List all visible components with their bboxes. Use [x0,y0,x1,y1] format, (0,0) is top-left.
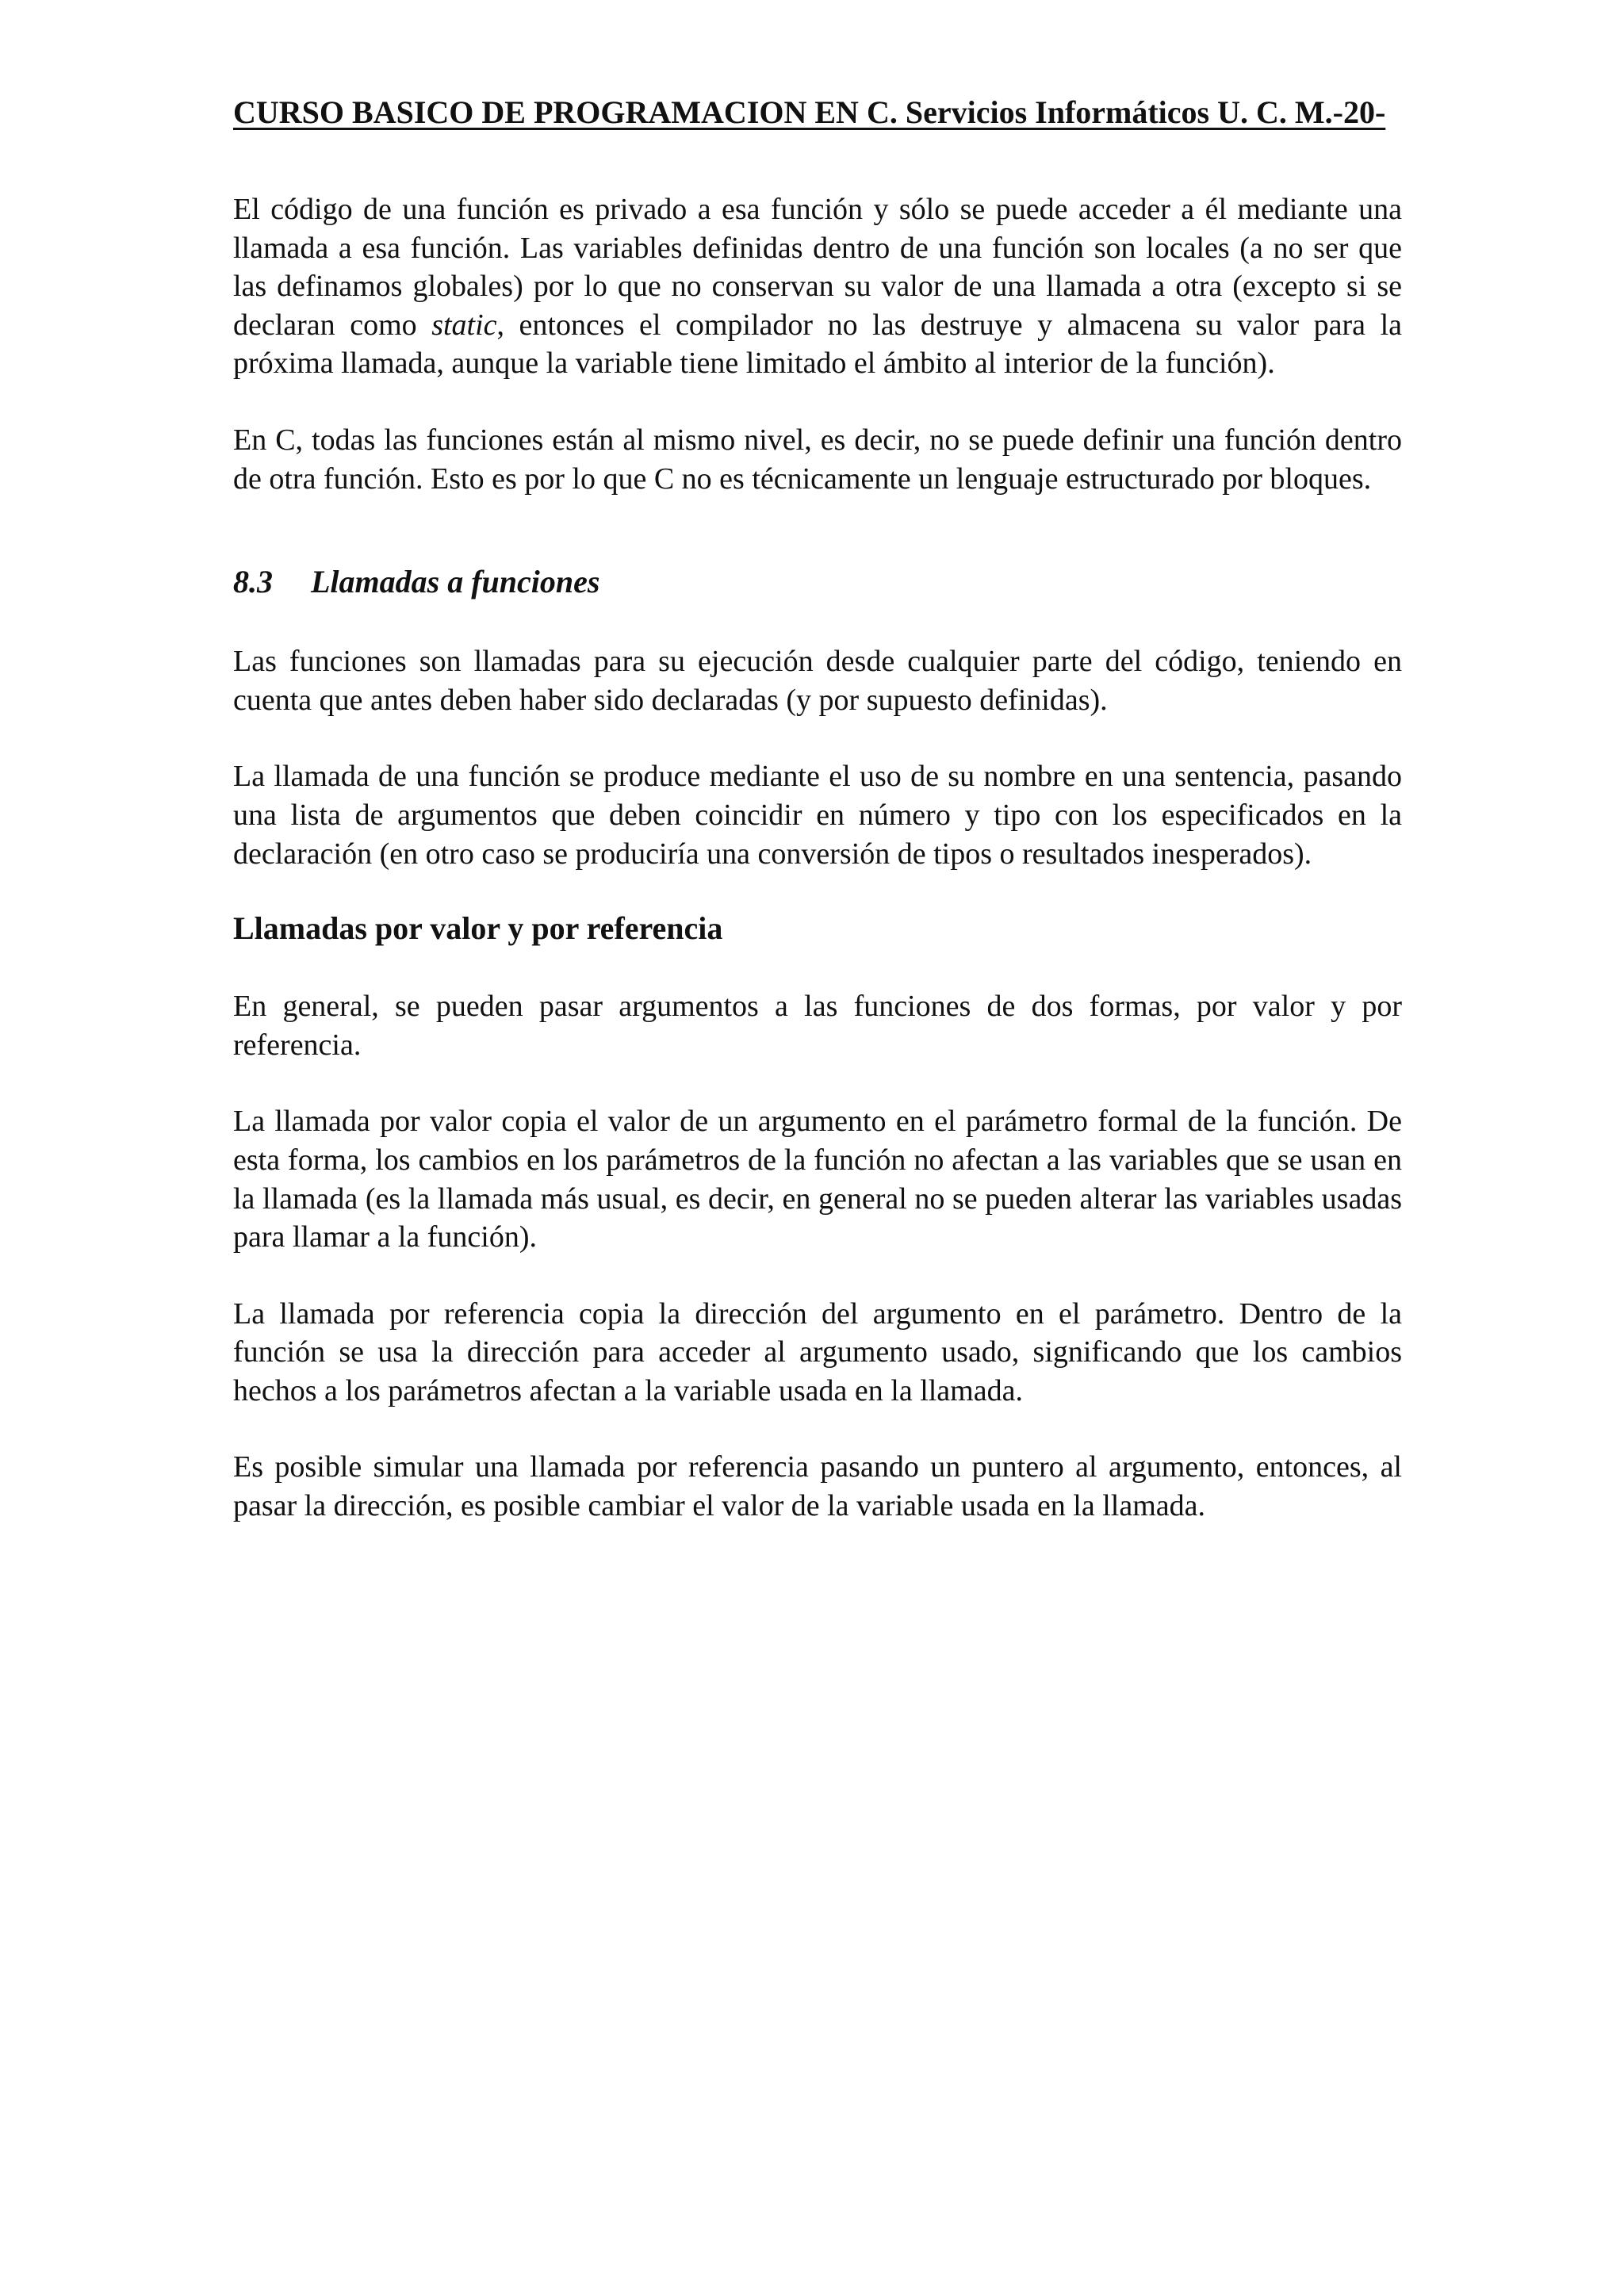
paragraph-text: , entonces el compilador no las destruye y almacena su valor para la próxima llamada, aunque la variable tiene limitado el ámbito al interior de la función). [233,308,1402,381]
section-number: 8.3 [233,564,273,600]
paragraph-call-arguments: La llamada de una función se produce mediante el uso de su nombre en una sentencia, pasando una lista de argumentos que deben coincidir en número y tipo con los especificados en la declaración (en otro caso se produciría una conversión de tipos o resultados inesperados). [233,760,1402,871]
document-body [233,190,1402,1526]
paragraph-calls-intro: Las funciones son llamadas para su ejecución desde cualquier parte del código, teniendo en cuenta que antes deben haber sido declaradas (y por supuesto definidas). [233,645,1402,717]
paragraph-two-ways: En general, se pueden pasar argumentos a las funciones de dos formas, por valor y por referencia. [233,990,1402,1062]
subsection-heading: Llamadas por valor y por referencia [233,910,723,947]
static-keyword: static [431,308,497,342]
paragraph-by-value: La llamada por valor copia el valor de un argumento en el parámetro formal de la función. De esta forma, los cambios en los parámetros de la función no afectan a las variables que se usan en la llamada (es la llamada más usual, es decir, en general no se pueden alterar las variables usadas para llamar a la función). [233,1105,1402,1254]
paragraph-text: El código de una función es privado a esa función y sólo se puede acceder a él mediante una llamada a esa función. Las variables definidas dentro de una función son locales (a no ser que las definamos globales) por lo que no conservan su valor de una llamada a otra (excepto si se declaran como [233,193,1402,342]
paragraph-by-reference: La llamada por referencia copia la dirección del argumento en el parámetro. Dentro de la función se usa la dirección para acceder al argumento usado, significando que los cambios hechos a los parámetros afectan a la variable usada en la llamada. [233,1296,1402,1407]
paragraph-pointer-simulation: Es posible simular una llamada por referencia pasando un puntero al argumento, entonces, al pasar la dirección, es posible cambiar el valor de la variable usada en la llamada. [233,1450,1402,1523]
section-title: Llamadas a funciones [311,564,600,600]
paragraph-function-privacy [233,190,1402,383]
running-header: CURSO BASICO DE PROGRAMACION EN C. Servicios Informáticos U. C. M.-20- [233,94,1386,130]
paragraph-function-levels: En C, todas las funciones están al mismo nivel, es decir, no se puede definir una función dentro de otra función. Esto es por lo que C no es técnicamente un lenguaje estructurado por bloques. [233,423,1402,496]
section-heading [233,563,1402,601]
